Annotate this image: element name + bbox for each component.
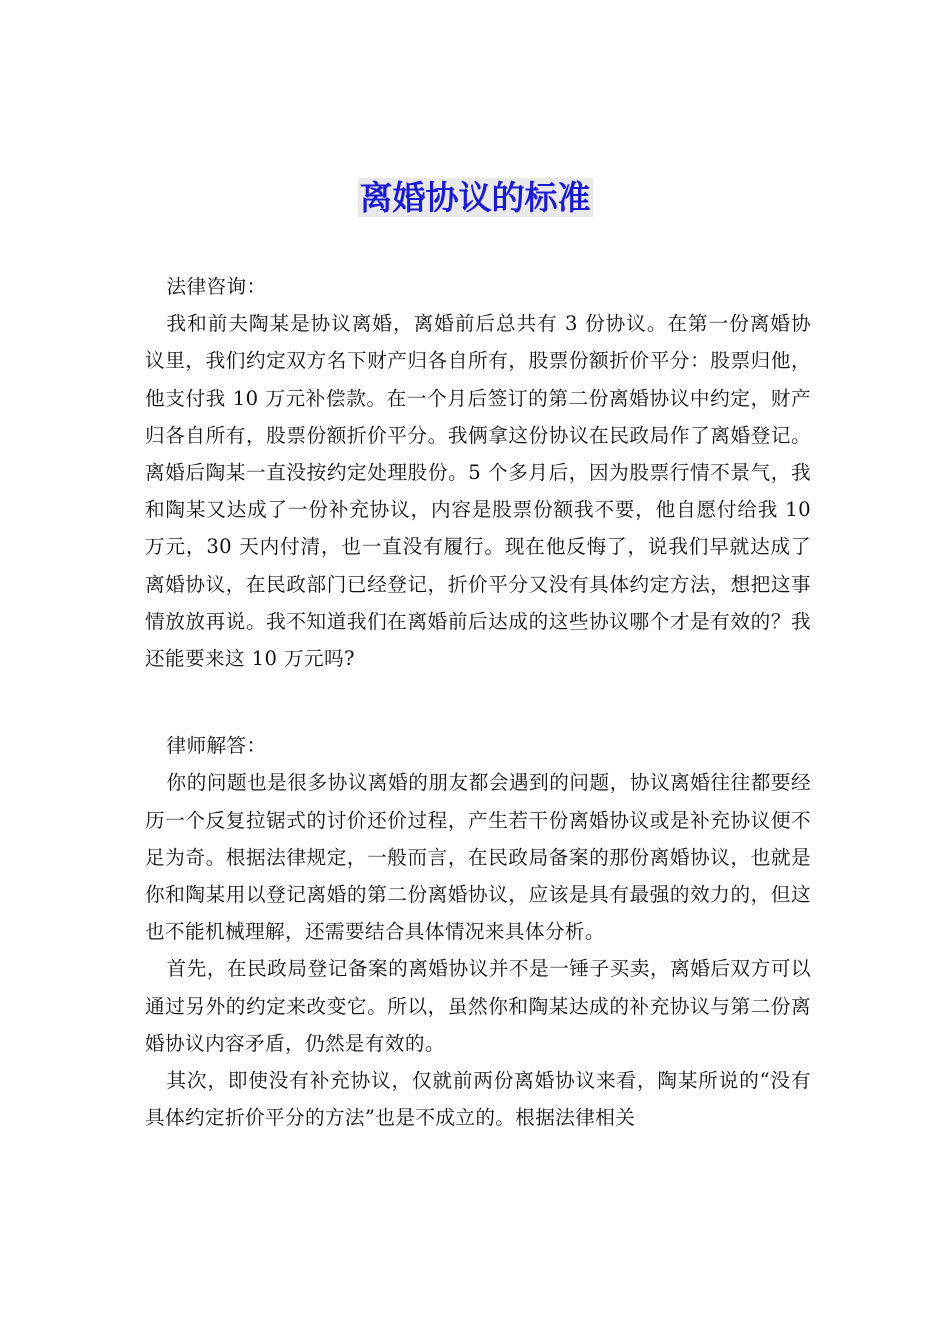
answer-heading: 律师解答： <box>166 734 267 758</box>
document-title: 离婚协议的标准 <box>359 178 591 217</box>
document-body <box>145 268 811 1136</box>
answer-paragraph: 首先，在民政局登记备案的离婚协议并不是一锤子买卖，离婚后双方可以通过另外的约定来改变它。所以，虽然你和陶某达成的补充协议与第二份离婚协议内容矛盾，仍然是有效的。 <box>145 957 811 1055</box>
consult-heading: 法律咨询： <box>166 275 267 298</box>
document-title-wrap <box>0 176 950 220</box>
consult-paragraph: 我和前夫陶某是协议离婚，离婚前后总共有 3 份协议。在第一份离婚协议里，我们约定双方名下财产归各自所有，股票份额折价平分：股票归他，他支付我 10 万元补偿款。在一个月后签订的第二份离婚协议中约定，财产归各自所有，股票份额折价平分。我俩拿这份协议在民政局作了离婚登记。离婚后陶某一直没按约定处理股份。5 个多月后，因为股票行情不景气，我和陶某又达成了一份补充协议，内容是股票份额我不要，他自愿付给我 10 万元，30 天内付清，也一直没有履行。现在他反悔了，说我们早就达成了离婚协议，在民政部门已经登记，折价平分又没有具体约定方法，想把这事情放放再说。我不知道我们在离婚前后达成的这些协议哪个才是有效的？我还能要来这 10 万元吗? <box>145 312 811 671</box>
answer-paragraph: 其次，即使没有补充协议，仅就前两份离婚协议来看，陶某所说的“没有具体约定折价平分的方法”也是不成立的。根据法律相关 <box>145 1069 811 1130</box>
answer-paragraph: 你的问题也是很多协议离婚的朋友都会遇到的问题，协议离婚往往都要经历一个反复拉锯式的讨价还价过程，产生若干份离婚协议或是补充协议便不足为奇。根据法律规定，一般而言，在民政局备案的那份离婚协议，也就是你和陶某用以登记离婚的第二份离婚协议，应该是具有最强的效力的，但这也不能机械理解，还需要结合具体情况来具体分析。 <box>145 771 811 944</box>
section-spacer <box>145 677 811 727</box>
